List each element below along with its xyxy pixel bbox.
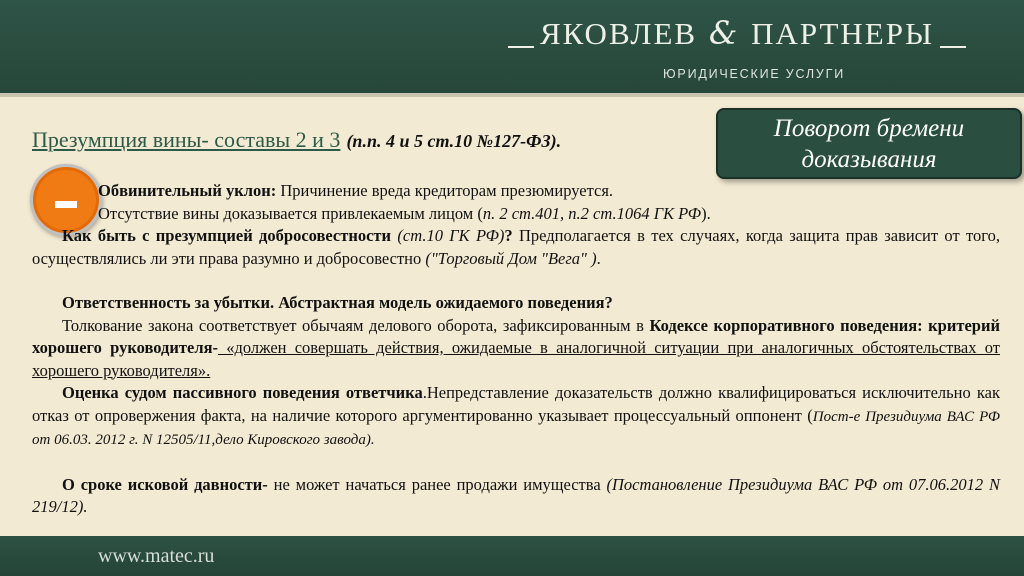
- paragraph-accusatory-bias: [32, 180, 1000, 203]
- logo-line-right: [940, 46, 966, 48]
- good-faith-question: ?: [504, 226, 513, 245]
- footer-website-link[interactable]: www.matec.ru: [98, 545, 215, 567]
- paragraph-limitation: [32, 474, 1000, 519]
- paragraph-passive-behavior: [32, 382, 1000, 452]
- content-body: [32, 180, 1000, 519]
- liability-heading: Ответственность за убытки. Абстрактная модель ожидаемого поведения?: [62, 293, 613, 312]
- accusatory-bias-label: Обвинительный уклон:: [98, 181, 277, 200]
- spacer: [32, 452, 1000, 474]
- company-logo: [502, 14, 972, 52]
- logo-subtitle: ЮРИДИЧЕСКИЕ УСЛУГИ: [663, 67, 846, 81]
- limitation-text: не может начаться ранее продажи имущества: [267, 474, 607, 494]
- logo-ampersand: &: [708, 14, 740, 52]
- callout-line-1: Поворот бремени: [773, 114, 965, 142]
- paragraph-interpretation: [32, 315, 1000, 383]
- logo-word-left: ЯКОВЛЕВ: [539, 16, 698, 51]
- title-reference: (п.п. 4 и 5 ст.10 №127-ФЗ).: [346, 131, 562, 151]
- logo-line-left: [508, 46, 534, 48]
- corporate-code-label: Кодексе корпоративного поведения: критерий хорошего руководителя-: [32, 315, 1000, 357]
- limitation-reference: (Постановление Президиума ВАС РФ от 07.06.2012 N 219/12).: [32, 474, 1000, 516]
- logo-word-right: ПАРТНЕРЫ: [751, 16, 934, 51]
- spacer: [32, 270, 1000, 292]
- burden-end: ).: [701, 203, 711, 223]
- paragraph-burden-of-proof: [32, 203, 1000, 226]
- passive-behavior-label: Оценка судом пассивного поведения ответчика: [62, 383, 423, 402]
- good-manager-quote: «должен совершать действия, ожидаемые в аналогичной ситуации при аналогичных обстоятельствах от хорошего руководителя».: [32, 338, 1000, 380]
- good-faith-label: Как быть с презумпцией добросовестности: [62, 226, 392, 245]
- callout-line-2: доказывания: [801, 145, 937, 173]
- passive-behavior-reference: Пост-е Президиума ВАС РФ от 06.03. 2012 г. N 12505/11,дело Кировского завода).: [32, 408, 1000, 448]
- paragraph-good-faith: [32, 225, 1000, 270]
- header-divider: [0, 93, 1024, 97]
- callout-box: [716, 108, 1022, 179]
- accusatory-bias-text: Причинение вреда кредиторам презюмируется.: [276, 181, 614, 200]
- good-faith-text: Предполагается в тех случаях, когда защита прав зависит от того, осуществлялись ли эти права разумно и добросовестно: [32, 226, 1000, 268]
- slide-title: [32, 127, 561, 153]
- interpretation-text: Толкование закона соответствует обычаям делового оборота, зафиксированным в: [62, 315, 650, 335]
- good-faith-case: ("Торговый Дом "Вега" ): [425, 248, 597, 268]
- paragraph-liability-heading: [32, 292, 1000, 315]
- good-faith-end: .: [596, 248, 601, 268]
- burden-text: Отсутствие вины доказывается привлекаемым лицом (: [98, 203, 483, 223]
- good-faith-reference: (ст.10 ГК РФ): [391, 226, 505, 245]
- limitation-label: О сроке исковой давности-: [62, 474, 268, 494]
- title-main: Презумпция вины- составы 2 и 3: [32, 127, 341, 152]
- passive-behavior-text: .Непредставление доказательств должно квалифицироваться исключительно как отказ от опровержения факта, на наличие которого аргументированно указывает процессуальный оппонент (: [32, 383, 1000, 425]
- burden-reference: п. 2 ст.401, п.2 ст.1064 ГК РФ: [482, 203, 702, 223]
